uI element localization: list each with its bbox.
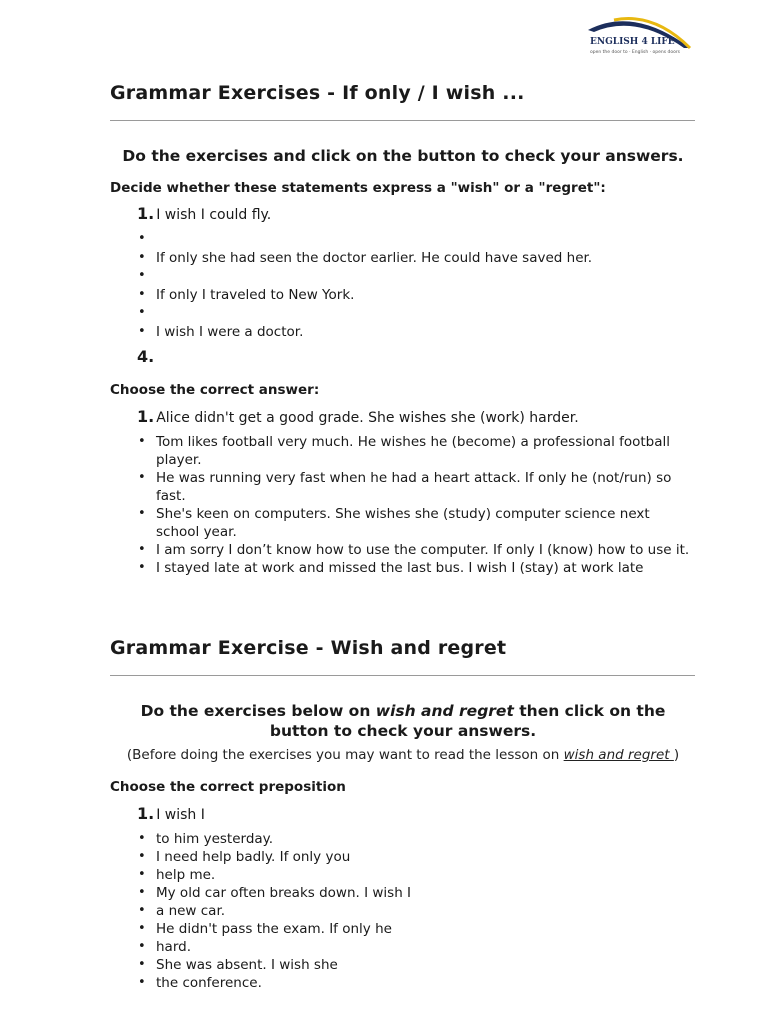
instructions: Do the exercises and click on the button to check your answers. bbox=[122, 147, 684, 165]
exercise-item bbox=[137, 407, 579, 426]
instructions bbox=[110, 701, 696, 741]
list-item: • hard. bbox=[137, 938, 697, 956]
section-title: Grammar Exercise - Wish and regret bbox=[110, 637, 507, 659]
exercise-heading-correct-answer: Choose the correct answer: bbox=[110, 382, 320, 398]
english-4-life-logo bbox=[584, 8, 694, 58]
list-item: • I wish I were a doctor. bbox=[137, 323, 697, 342]
list-item: • help me. bbox=[137, 866, 697, 884]
instruction-text: then click on the button to check your answers. bbox=[269, 702, 666, 740]
list-item: • Tom likes football very much. He wishes he (become) a professional football player. bbox=[137, 433, 695, 469]
item-text: Alice didn't get a good grade. She wishes she (work) harder. bbox=[156, 410, 579, 426]
item-number: 1. bbox=[137, 804, 155, 823]
list-item: • He didn't pass the exam. If only he bbox=[137, 920, 697, 938]
list-item: • a new car. bbox=[137, 902, 697, 920]
list-item: • the conference. bbox=[137, 974, 697, 992]
item-text: I wish I bbox=[156, 807, 205, 823]
lesson-link[interactable]: wish and regret bbox=[563, 747, 674, 763]
list-item: • If only she had seen the doctor earlier. He could have saved her. bbox=[137, 249, 697, 268]
list-item: • I need help badly. If only you bbox=[137, 848, 697, 866]
list-item: • She's keen on computers. She wishes she (study) computer science next school year. bbox=[137, 505, 695, 541]
svg-text:open the door to · English · o: open the door to · English · opens doors bbox=[590, 50, 681, 55]
divider bbox=[110, 675, 695, 676]
item-number: 1. bbox=[137, 204, 155, 223]
divider bbox=[110, 120, 695, 121]
item-number: 4. bbox=[137, 347, 155, 366]
svg-text:ENGLISH 4 LIFE: ENGLISH 4 LIFE bbox=[590, 37, 675, 47]
exercise-heading-preposition: Choose the correct preposition bbox=[110, 779, 346, 795]
exercise-list bbox=[137, 230, 697, 341]
instruction-emphasis: wish and regret bbox=[375, 702, 514, 720]
lesson-note bbox=[110, 747, 696, 763]
exercise-item bbox=[137, 204, 271, 223]
list-item: • I am sorry I don’t know how to use the computer. If only I (know) how to use it. bbox=[137, 541, 695, 559]
list-item bbox=[137, 230, 697, 249]
note-text: (Before doing the exercises you may want to read the lesson on bbox=[126, 747, 564, 763]
list-item: • He was running very fast when he had a heart attack. If only he (not/run) so fast. bbox=[137, 469, 695, 505]
exercise-list bbox=[137, 830, 697, 992]
item-text: I wish I could fly. bbox=[156, 207, 272, 223]
exercise-item bbox=[137, 804, 205, 823]
list-item bbox=[137, 304, 697, 323]
list-item: • My old car often breaks down. I wish I bbox=[137, 884, 697, 902]
list-item bbox=[137, 267, 697, 286]
item-number: 1. bbox=[137, 407, 155, 426]
note-text: ) bbox=[673, 747, 680, 763]
list-item: • If only I traveled to New York. bbox=[137, 286, 697, 305]
instruction-text: Do the exercises below on bbox=[140, 702, 376, 720]
list-item: • She was absent. I wish she bbox=[137, 956, 697, 974]
page-title: Grammar Exercises - If only / I wish ... bbox=[110, 82, 525, 104]
exercise-list bbox=[137, 433, 695, 577]
list-item: • I stayed late at work and missed the last bus. I wish I (stay) at work late bbox=[137, 559, 695, 577]
list-item: • to him yesterday. bbox=[137, 830, 697, 848]
exercise-heading-wish-regret: Decide whether these statements express a "wish" or a "regret": bbox=[110, 180, 606, 196]
